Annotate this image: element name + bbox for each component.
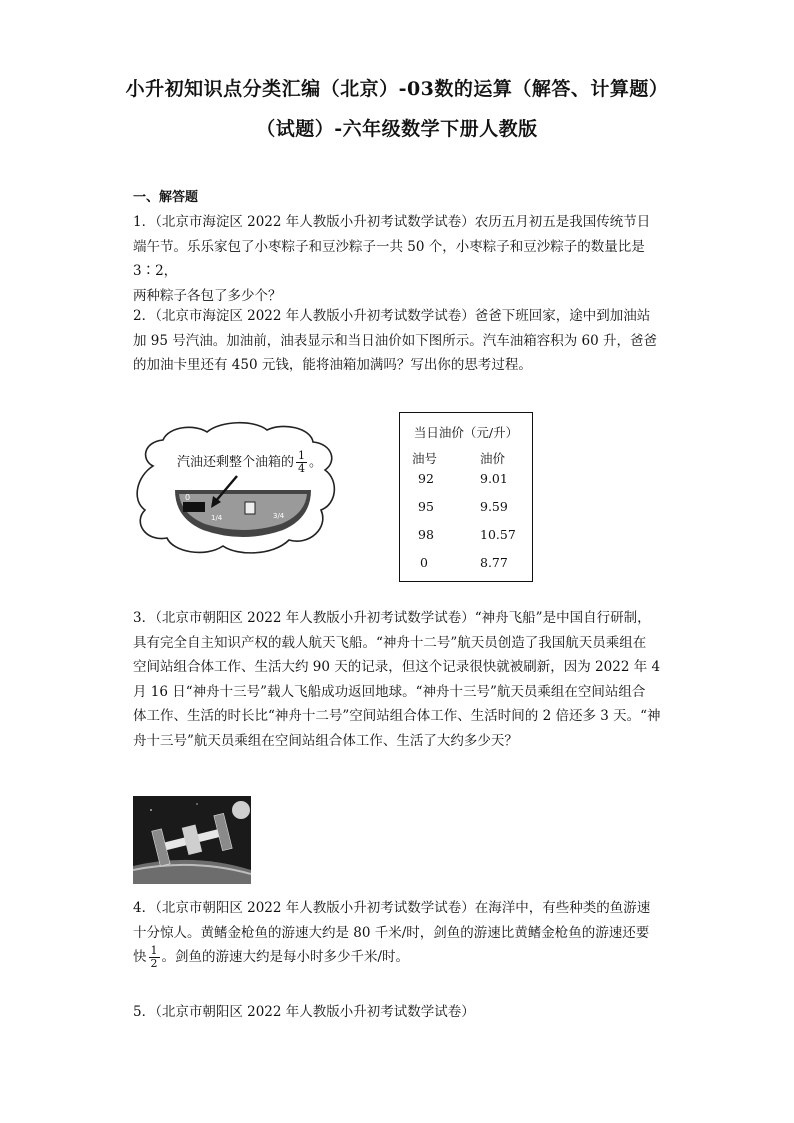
question-5 (133, 1000, 663, 1025)
space-station-photo (133, 796, 251, 884)
price-row-2-price: 9.59 (480, 499, 508, 514)
q3-line-6: 舟十三号”航天员乘组在空间站组合体工作、生活了大约多少天？ (133, 732, 518, 749)
bubble-frac-denominator: 4 (298, 462, 306, 475)
doc-title-line-2: （试题）-六年级数学下册人教版 (256, 118, 538, 140)
price-row-2-grade: 95 (418, 499, 434, 514)
fuel-gauge-svg (133, 418, 343, 558)
q3-line-1: 3．（北京市朝阳区 2022 年人教版小升初考试数学试卷）“神舟飞船”是中国自行研制， (133, 610, 651, 626)
bubble-frac-numerator: 1 (298, 449, 306, 462)
q4-line-3-start: 快 (133, 949, 147, 965)
price-row-1-grade: 92 (418, 471, 434, 486)
price-row-1-price: 9.01 (480, 471, 508, 486)
moon-icon (232, 801, 250, 819)
q3-line-2: 具有完全自主知识产权的载人航天飞船。“神舟十二号”航天员创造了我国航天员乘组在 (133, 634, 647, 651)
question-4 (133, 896, 663, 970)
gauge-mark-three-quarter: 3/4 (273, 512, 285, 520)
price-table-caption: 当日油价（元/升） (413, 425, 519, 440)
price-table-header-grade: 油号 (412, 451, 438, 466)
bubble-text: 汽油还剩整个油箱的 (177, 455, 295, 470)
bubble-text-end: 。 (309, 455, 323, 470)
question-3 (133, 606, 663, 753)
bubble-fraction (296, 450, 307, 475)
q3-line-5: 体工作、生活的时长比“神舟十二号”空间站组合体工作、生活时间的 2 倍还多 3 天。“神 (133, 708, 661, 724)
q4-frac-denominator: 2 (150, 957, 158, 970)
q1-line-2: 端午节。乐乐家包了小枣粽子和豆沙粽子一共 50 个，小枣粽子和豆沙粽子的数量比是 3∶2， (133, 238, 645, 279)
q2-line-2: 加 95 号汽油。加油前，油表显示和当日油价如下图所示。汽车油箱容积为 60 升，爸爸 (133, 332, 658, 349)
fuel-price-table (399, 412, 533, 582)
q3-line-3: 空间站组合体工作、生活大约 90 天的记录，但这个记录很快就被刷新，因为 2022 年 4 (133, 659, 661, 675)
price-row-3-price: 10.57 (480, 527, 516, 542)
doc-title-line-1: 小升初知识点分类汇编（北京）-03数的运算（解答、计算题） (125, 78, 669, 100)
space-station-image (133, 796, 251, 884)
q4-line-1: 4．（北京市朝阳区 2022 年人教版小升初考试数学试卷）在海洋中，有些种类的鱼游速 (133, 900, 651, 916)
q4-line-3 (133, 945, 663, 970)
q5-line-1: 5．（北京市朝阳区 2022 年人教版小升初考试数学试卷） (133, 1004, 475, 1020)
fuel-pump-icon (245, 502, 255, 514)
section-heading: 一、解答题 (133, 190, 199, 205)
bubble-caption (177, 450, 322, 475)
q3-line-4: 月 16 日“神舟十三号”载人飞船成功返回地球。“神舟十三号”航天员乘组在空间站组合 (133, 683, 646, 700)
price-row-4-grade: 0 (420, 555, 428, 570)
q4-frac-numerator: 1 (150, 944, 158, 957)
q4-fraction (149, 945, 160, 970)
price-row-3-grade: 98 (418, 527, 434, 542)
gauge-red-zone (183, 502, 205, 512)
question-2 (133, 304, 663, 378)
q2-line-1: 2．（北京市海淀区 2022 年人教版小升初考试数学试卷）爸爸下班回家，途中到加油站 (133, 308, 651, 324)
q2-line-3: 的加油卡里还有 450 元钱，能将油箱加满吗？写出你的思考过程。 (133, 357, 532, 373)
q4-line-3-end: 。剑鱼的游速大约是每小时多少千米/时。 (161, 949, 410, 965)
q4-line-2: 十分惊人。黄鳍金枪鱼的游速大约是 80 千米/时，剑鱼的游速比黄鳍金枪鱼的游速还要 (133, 924, 650, 941)
gauge-mark-quarter: 1/4 (211, 514, 223, 522)
q1-line-1: 1．（北京市海淀区 2022 年人教版小升初考试数学试卷）农历五月初五是我国传统节日 (133, 214, 651, 230)
question-1 (133, 210, 663, 308)
price-table-header-price: 油价 (480, 451, 506, 466)
price-row-4-price: 8.77 (480, 555, 508, 570)
gauge-mark-empty: 0 (185, 493, 191, 502)
fuel-gauge-figure (133, 418, 343, 558)
q1-line-3: 两种粽子各包了多少个？ (133, 287, 282, 304)
